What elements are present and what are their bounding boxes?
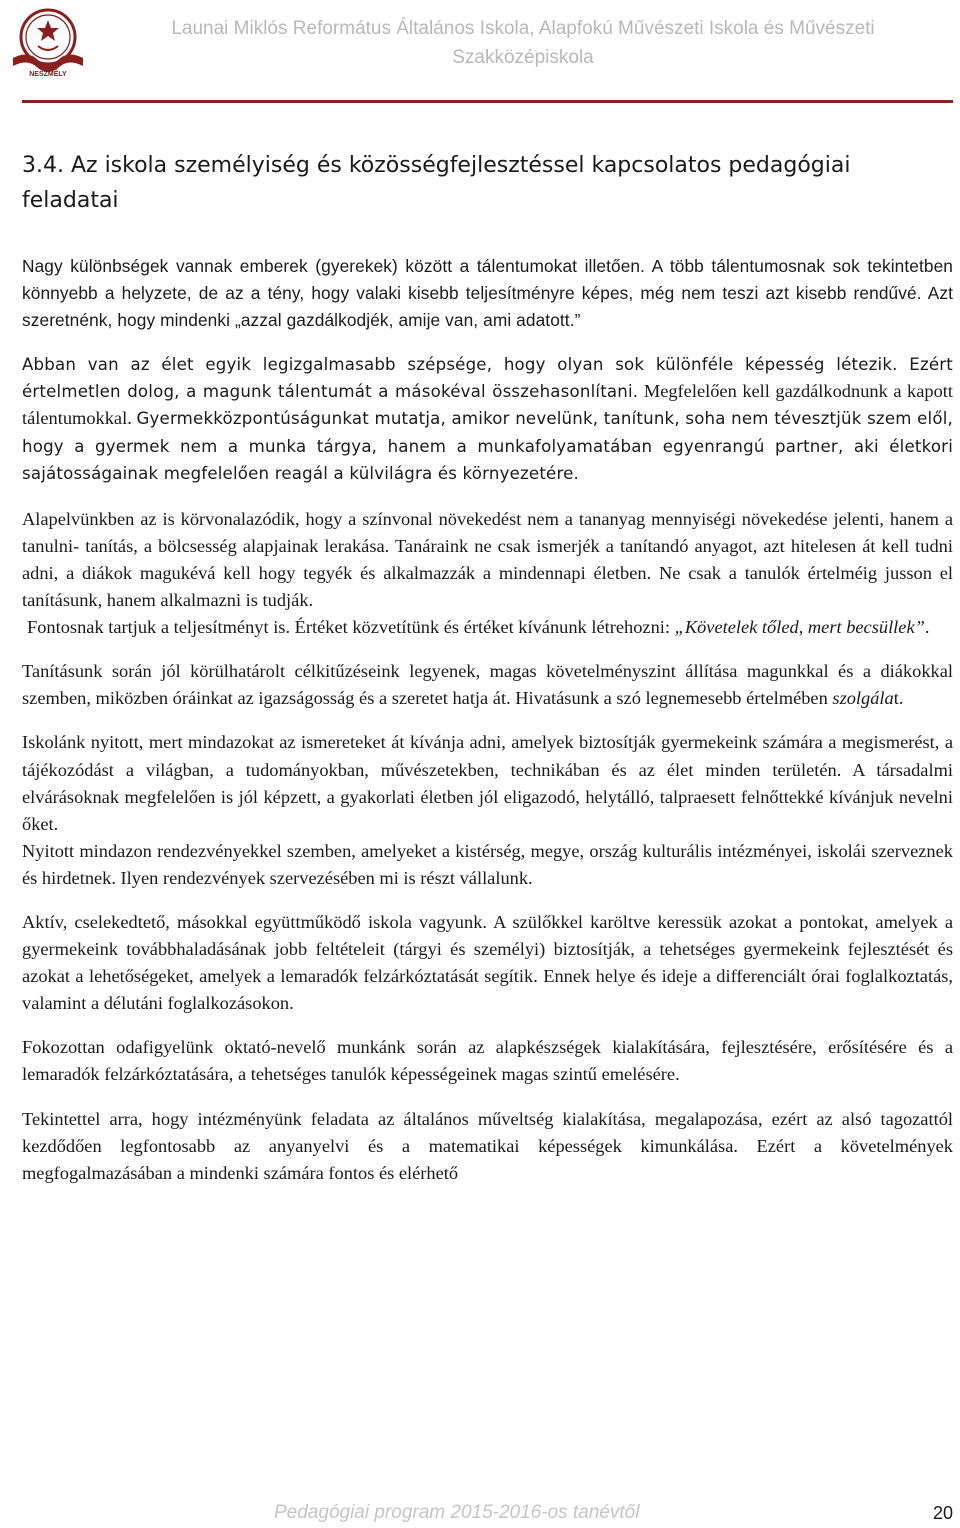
- paragraph-teaching: [22, 658, 953, 712]
- paragraph-events: Nyitott mindazon rendezvényekkel szemben, amelyeket a kistérség, megye, ország kulturális intézményei, iskolái szerveznek és hirdetnek. Ilyen rendezvények szervezésében mi is részt vállalunk.: [22, 840, 953, 888]
- section-title: 3.4. Az iskola személyiség és közösségfejlesztéssel kapcsolatos pedagógiai feladatai: [22, 153, 851, 213]
- paragraph-open-school: Iskolánk nyitott, mert mindazokat az ismereteket át kívánja adni, amelyek biztosítják gyermekeink számára a megismerést, a tájékozódást a világban, a tudományokban, művészetekben, technikában és az élet minden területén. A társadalmi elvárásoknak megfelelően is jól képzett, a gyakorlati életben jól eligazodó, helytálló, talpraesett felnőttekké kívánjuk nevelni őket.: [22, 732, 953, 834]
- school-logo-icon: [8, 6, 88, 78]
- paragraph-performance-quote: „Követelek tőled, mert becsüllek”: [674, 617, 925, 638]
- logo-caption: NESZMÉLY: [29, 71, 67, 78]
- paragraph-performance-end: .: [924, 617, 930, 638]
- paragraph-general-education: Tekintettel arra, hogy intézményünk feladata az általános műveltség kialakítása, megalapozása, ezért az alsó tagozattól kezdődően legfontosabb az anyanyelvi és a matematikai képességek kimunkálása. Ezért a követelmények megfogalmazásában a mindenki számára fontos és elérhető: [22, 1108, 953, 1183]
- school-name: Launai Miklós Református Általános Iskola, Alapfokú Művészeti Iskola és Művészeti Szakközépiskola: [171, 18, 875, 68]
- paragraph-abilities-text-c: Gyermekközpontúságunkat mutatja, amikor nevelünk, tanítunk, soha nem tévesztjük szem elől, hogy a gyermek nem a munka tárgya, hanem a munkafolyamatában egyenrangú partner, aki életkori sajátosságainak megfelelően reagál a külvilágra és környezetére.: [22, 409, 953, 483]
- paragraph-abilities-text-a: Abban van az élet egyik legizgalmasabb szépsége, hogy olyan sok különféle képesség létezik. Ezért értelmetlen dolog, a magunk tálentumát a másokéval összehasonlítani.: [22, 355, 953, 402]
- document-body: [22, 253, 953, 1187]
- page-number: 20: [932, 1503, 953, 1523]
- paragraph-abilities: [22, 351, 953, 486]
- page-header: [0, 0, 960, 110]
- header-divider: [22, 100, 953, 103]
- paragraph-abilities-text-b: Megfelelően kell gazdálkodnunk a kapott tálentumokkal.: [22, 381, 953, 429]
- paragraph-teaching-text: Tanításunk során jól körülhatárolt célkitűzéseink legyenek, magas követelményszint állítása magunkkal és a diákokkal szemben, miközben óráinkat az igazságosság és a szeretet hatja át. Hivatásunk a szó legnemesebb értelmében: [22, 661, 953, 709]
- paragraph-talents: Nagy különbségek vannak emberek (gyerekek) között a tálentumokat illetően. A több tálentumosnak sok tekintetben könnyebb a helyzete, de az a tény, hogy valaki kisebb teljesítményre képes, még nem teszi azt kisebb rendűvé. Azt szeretnénk, hogy mindenki „azzal gazdálkodjék, amije van, ami adatott.”: [22, 256, 953, 331]
- paragraph-teaching-end: t.: [893, 688, 904, 709]
- paragraph-teaching-italic: szolgála: [832, 688, 894, 709]
- paragraph-performance: [22, 614, 953, 641]
- paragraph-active-school: Aktív, cselekedtető, másokkal együttműködő iskola vagyunk. A szülőkkel karöltve keressük azokat a pontokat, amelyek a gyermekeink továbbhaladásának jobb feltételeit (tárgyi és személyi) biztosítják, a tehetséges gyermekeink fejlesztését és azokat a lehetőségeket, amelyek a lemaradók felzárkóztatását segítik. Ennek helye és ideje a differenciált órai foglalkoztatás, valamint a délutáni foglalkozásokon.: [22, 911, 953, 1014]
- paragraph-performance-text: Fontosnak tartjuk a teljesítményt is. Értéket közvetítünk és értéket kívánunk létrehozni:: [27, 617, 670, 638]
- paragraph-principles: Alapelvünkben az is körvonalazódik, hogy a színvonal növekedést nem a tananyag mennyiségi növekedése jelenti, hanem a tanulni- tanítás, a bölcsesség alapjainak lerakása. Tanáraink ne csak ismerjék a tanítandó anyagot, azt hitelesen át kell tudni adni, a diákok magukévá kell hogy tegyék és alkalmazzák a mindennapi életben. Ne csak a tanulók értelméig jusson el tanításunk, hanem alkalmazni is tudják.: [22, 508, 953, 611]
- footer-program-label: Pedagógiai program 2015-2016-os tanévtől: [274, 1502, 640, 1523]
- paragraph-skills: Fokozottan odafigyelünk oktató-nevelő munkánk során az alapkészségek kialakítására, fejlesztésére, erősítésére és a lemaradók felzárkóztatására, a tehetséges tanulók képességeinek magas szintű emelésére.: [22, 1037, 953, 1085]
